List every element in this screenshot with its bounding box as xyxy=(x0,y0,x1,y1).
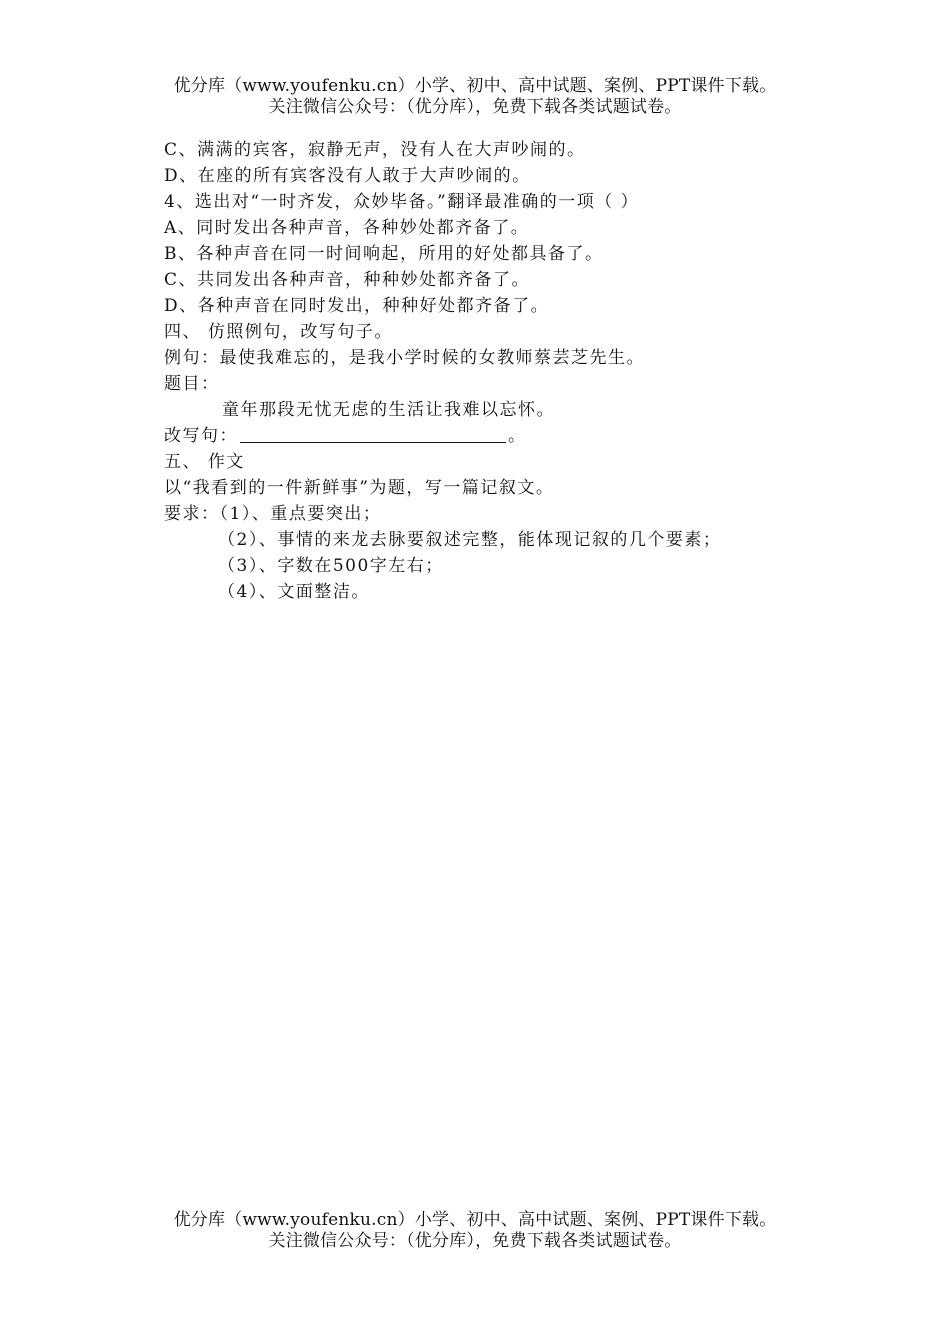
rewrite-line xyxy=(164,423,864,449)
q4-option-d: D、各种声音在同时发出，种种好处都齐备了。 xyxy=(164,296,550,316)
prompt-sentence: 童年那段无忧无虑的生活让我难以忘怀。 xyxy=(222,400,555,420)
rewrite-label: 改写句： xyxy=(164,426,238,446)
rewrite-end: 。 xyxy=(508,426,527,446)
header-line-2: 关注微信公众号：（优分库），免费下载各类试题试卷。 xyxy=(268,97,682,117)
q4-stem: 4、选出对“一时齐发，众妙毕备。”翻译最准确的一项（ ） xyxy=(164,192,640,212)
requirement-4: （4）、文面整洁。 xyxy=(218,582,370,602)
q4-option-c: C、共同发出各种声音，种种妙处都齐备了。 xyxy=(164,270,531,290)
footer-line-2: 关注微信公众号：（优分库），免费下载各类试题试卷。 xyxy=(268,1231,682,1251)
requirement-2: （2）、事情的来龙去脉要叙述完整，能体现记叙的几个要素； xyxy=(218,530,722,550)
essay-topic: 以“我看到的一件新鲜事”为题，写一篇记叙文。 xyxy=(164,478,555,498)
section-4-title: 四、 仿照例句，改写句子。 xyxy=(164,322,393,342)
example-sentence: 例句：最使我难忘的，是我小学时候的女教师蔡芸芝先生。 xyxy=(164,348,645,368)
section-5-title: 五、 作文 xyxy=(164,452,245,472)
rewrite-answer-blank[interactable] xyxy=(240,424,506,443)
document-body xyxy=(164,137,864,605)
prompt-label: 题目： xyxy=(164,374,220,394)
header-line-1: 优分库（www.youfenku.cn）小学、初中、高中试题、案例、PPT课件下载。 xyxy=(173,76,777,96)
q4-option-a: A、同时发出各种声音，各种妙处都齐备了。 xyxy=(164,218,530,238)
page-footer xyxy=(0,1210,950,1252)
q3-option-d: D、在座的所有宾客没有人敢于大声吵闹的。 xyxy=(164,166,531,186)
requirement-3: （3）、字数在500字左右； xyxy=(218,556,444,576)
requirement-1: 要求：（1）、重点要突出； xyxy=(164,504,382,524)
footer-line-1: 优分库（www.youfenku.cn）小学、初中、高中试题、案例、PPT课件下载。 xyxy=(173,1210,777,1230)
q4-option-b: B、各种声音在同一时间响起，所用的好处都具备了。 xyxy=(164,244,604,264)
page-header xyxy=(0,76,950,118)
q3-option-c: C、满满的宾客，寂静无声，没有人在大声吵闹的。 xyxy=(164,140,586,160)
